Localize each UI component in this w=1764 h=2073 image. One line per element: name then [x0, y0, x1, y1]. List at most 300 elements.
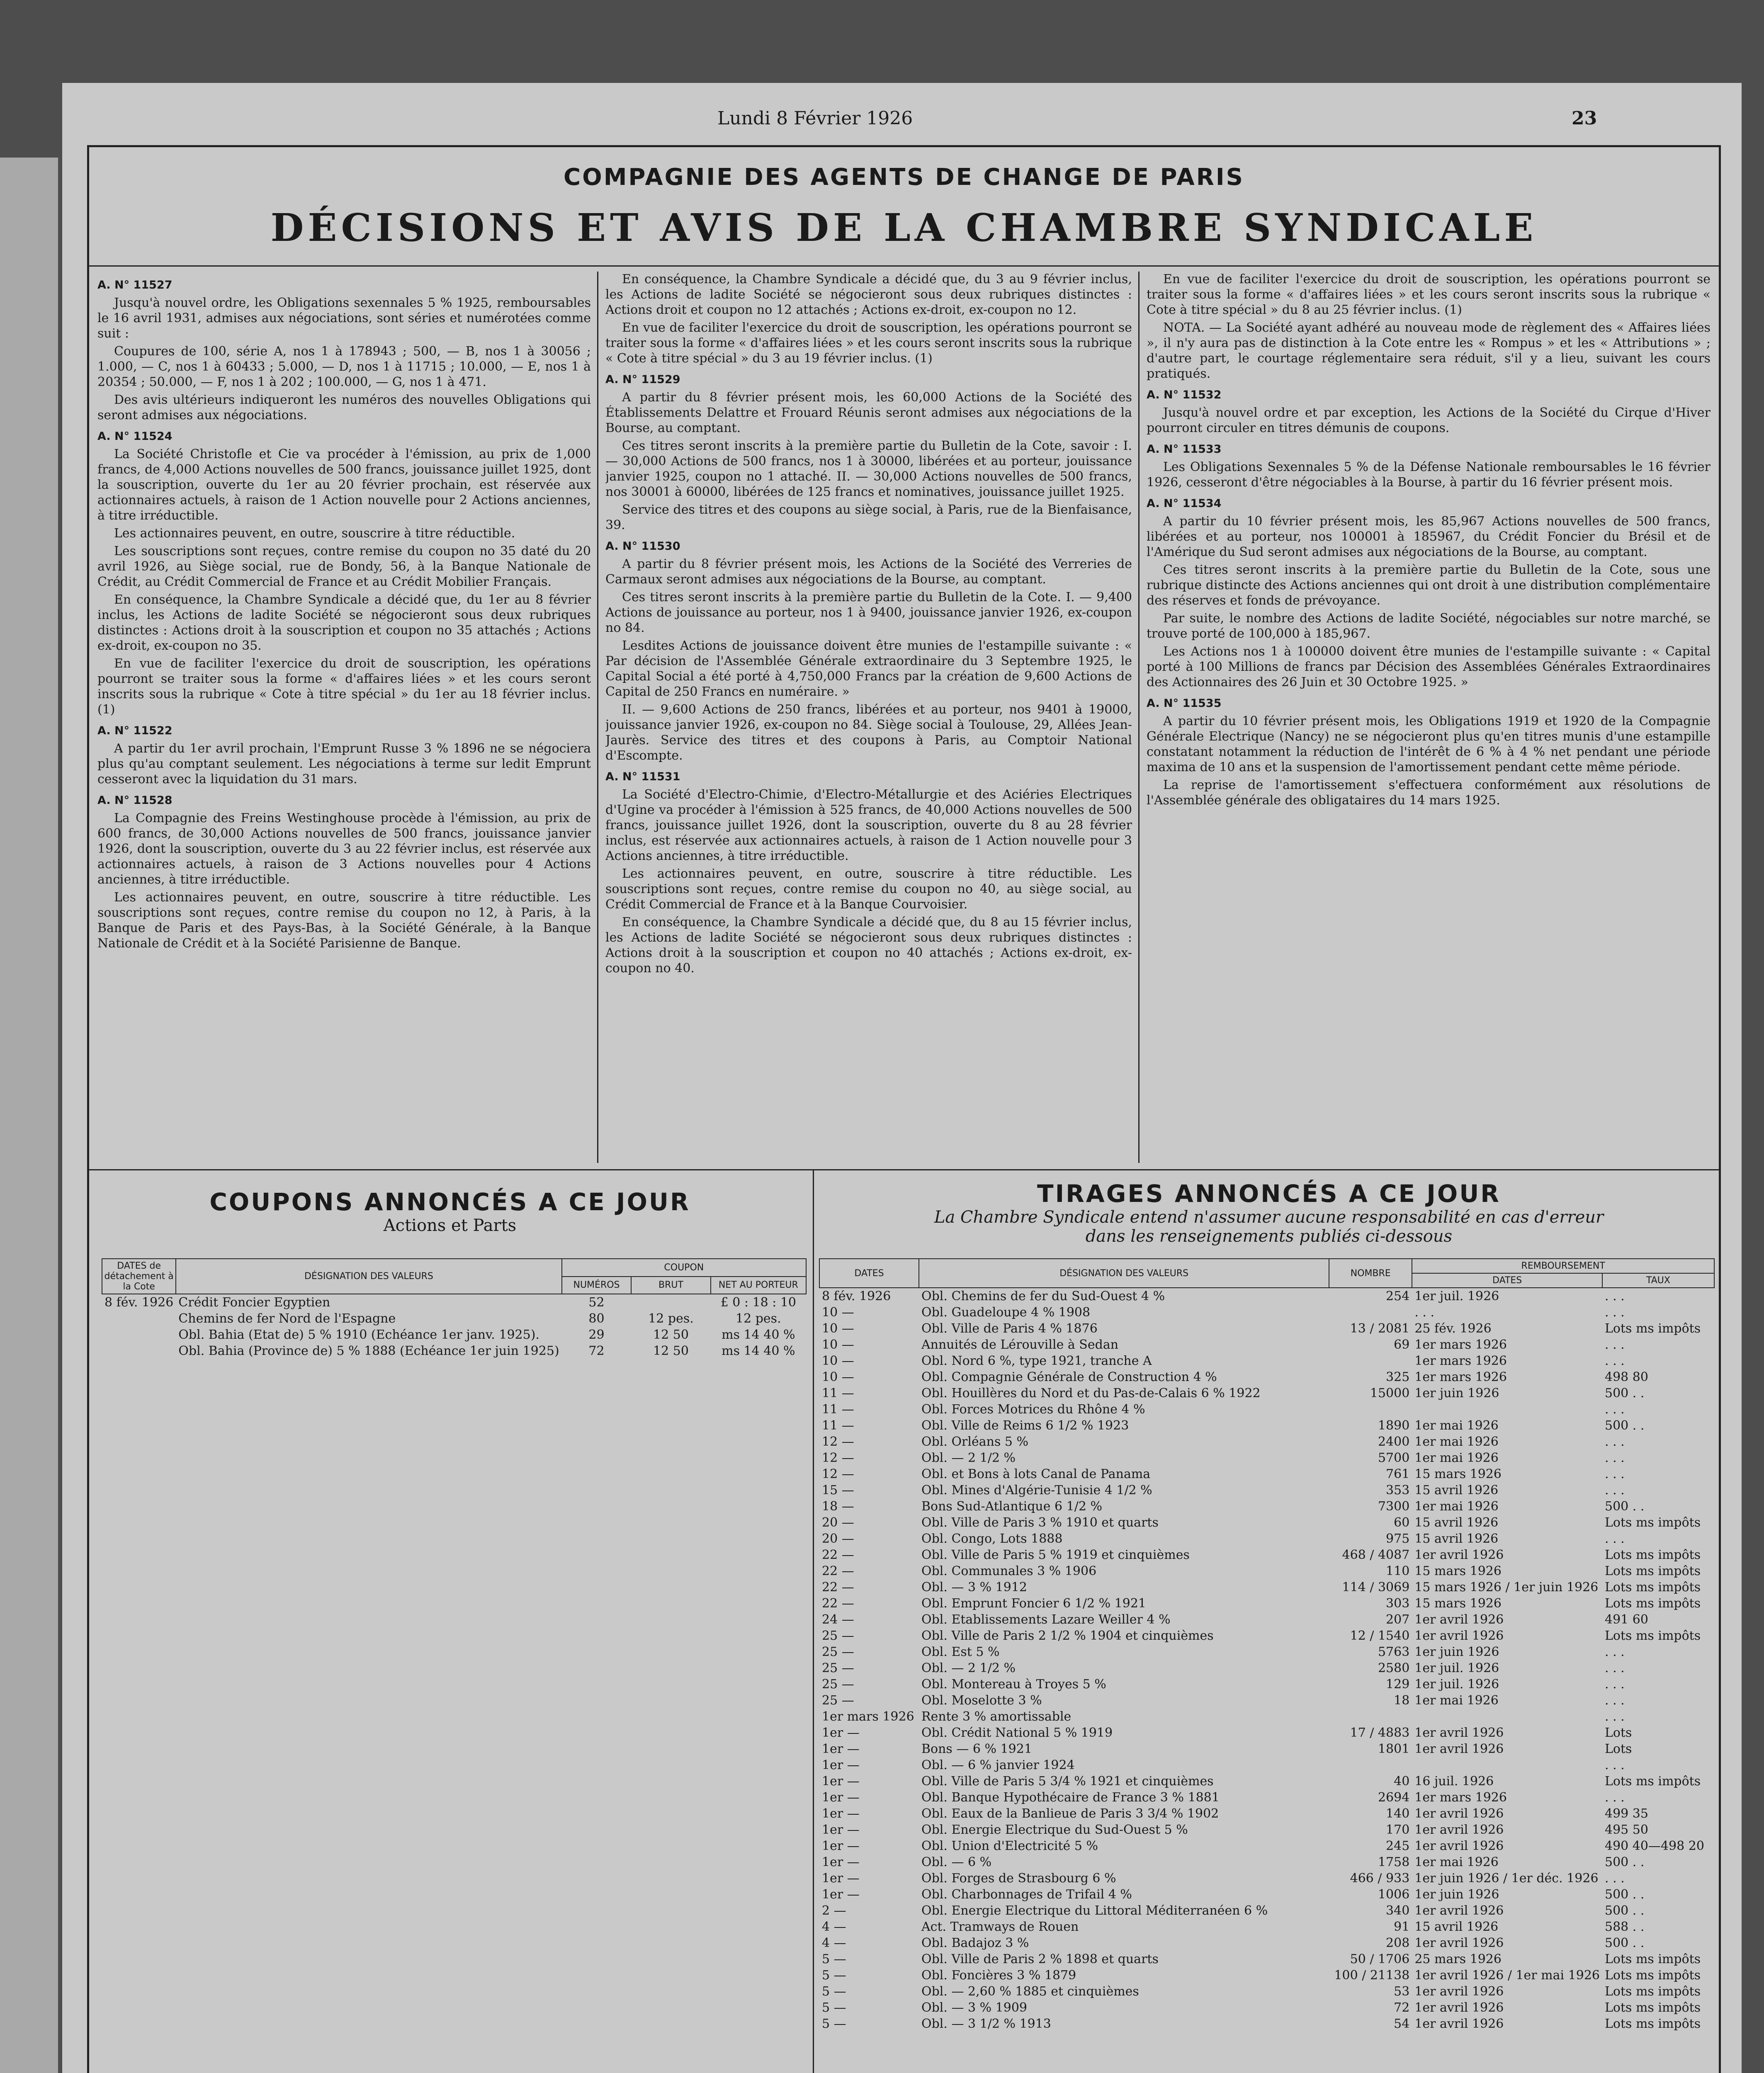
table-cell: Obl. Ville de Paris 5 3/4 % 1921 et cinquièmes — [921, 1774, 1214, 1789]
table-cell: Bons — 6 % 1921 — [921, 1742, 1032, 1756]
table-cell: 40 — [1394, 1774, 1410, 1789]
table-row — [819, 1547, 1714, 1563]
table-cell: 500 . . — [1605, 1499, 1645, 1514]
table-row — [819, 1531, 1714, 1547]
notice-text: Les actionnaires peuvent, en outre, souscrire à titre réductible. — [114, 526, 515, 541]
table-cell: 1er — — [822, 1887, 860, 1902]
table-cell: Obl. Ville de Paris 5 % 1919 et cinquièmes — [921, 1548, 1190, 1562]
table-cell: 50 / 1706 — [1350, 1952, 1410, 1966]
table-cell: 12 — — [822, 1451, 854, 1465]
table-cell: 12 50 — [653, 1344, 689, 1358]
table-row — [819, 2000, 1714, 2016]
notice-number: A. N° 11534 — [1147, 497, 1222, 510]
coupons-heading — [89, 1188, 811, 1235]
company-name: COMPAGNIE DES AGENTS DE CHANGE DE PARIS — [564, 164, 1244, 191]
table-cell: 5 — — [822, 1968, 846, 1983]
tirages-heading — [815, 1180, 1723, 1246]
table-cell: 72 — [1394, 2000, 1410, 2015]
coupons-table — [102, 1258, 807, 1359]
table-cell — [102, 1311, 176, 1327]
table-row — [819, 1967, 1714, 1983]
table-cell: Obl. Houillères du Nord et du Pas-de-Calais 6 % 1922 — [921, 1386, 1261, 1401]
table-row — [819, 1563, 1714, 1579]
table-cell: Obl. — 6 % — [921, 1855, 992, 1869]
table-cell: Obl. — 2,60 % 1885 et cinquièmes — [921, 1984, 1139, 1999]
table-cell: Obl. Union d'Electricité 5 % — [921, 1839, 1098, 1853]
notice-text: Jusqu'à nouvel ordre, les Obligations sexennales 5 % 1925, remboursables le 16 avril 1931, admises aux négociations, sont séries et numérotées comme suit : — [97, 296, 591, 341]
notice-text: Ces titres seront inscrits à la première partie du Bulletin de la Cote, sous une rubrique distincte des Actions anciennes qui ont droit à une distribution complémentaire des réserves et fonds de prévoyance. — [1147, 563, 1711, 608]
table-cell: Obl. — 2 1/2 % — [921, 1661, 1016, 1675]
table-cell — [1412, 1757, 1602, 1773]
table-cell: Obl. Compagnie Générale de Construction 4 % — [921, 1370, 1217, 1384]
table-cell: 5 — — [822, 2000, 846, 2015]
table-cell: 10 — — [822, 1305, 854, 1320]
table-cell: Obl. Badajoz 3 % — [921, 1936, 1029, 1950]
table-cell: 1er juil. 1926 — [1414, 1661, 1499, 1675]
table-cell: 1890 — [1378, 1418, 1410, 1433]
notices-column-1 — [97, 272, 591, 1167]
table-cell: 500 . . — [1605, 1855, 1645, 1869]
table-row — [819, 1337, 1714, 1353]
table-cell: Obl. Congo, Lots 1888 — [921, 1532, 1063, 1546]
table-cell: Crédit Foncier Egyptien — [178, 1295, 330, 1310]
table-cell: Bons Sud-Atlantique 6 1/2 % — [921, 1499, 1102, 1514]
table-cell: Obl. Energie Electrique du Sud-Ouest 5 % — [921, 1823, 1188, 1837]
notice-text: Par suite, le nombre des Actions de ladite Société, négociables sur notre marché, se trouve porté de 100,000 à 185,967. — [1147, 611, 1711, 641]
table-row — [819, 1951, 1714, 1967]
table-cell: Obl. Forces Motrices du Rhône 4 % — [921, 1402, 1145, 1417]
table-cell: 25 — — [822, 1661, 854, 1675]
table-cell: 25 — — [822, 1645, 854, 1659]
tirages-table — [819, 1258, 1715, 2032]
table-row — [819, 1304, 1714, 1321]
table-row — [819, 1434, 1714, 1450]
table-cell: 15 avril 1926 — [1414, 1532, 1499, 1546]
table-cell: 1er avril 1926 — [1414, 2017, 1504, 2031]
table-cell: Lots ms impôts — [1605, 2017, 1701, 2031]
notice-text: NOTA. — La Société ayant adhéré au nouveau mode de règlement des « Affaires liées », il n'y aura pas de distinction à la Cote entre les « Rompus » et les « Attributions » ; d'autre part, le courtage réglementaire sera réduit, s'il y a lieu, suivant les cours pratiqués. — [1147, 320, 1711, 381]
table-row — [819, 1353, 1714, 1369]
notice-text: Lesdites Actions de jouissance doivent être munies de l'estampille suivante : « Par décision de l'Assemblée Générale extraordinaire du 3 Septembre 1925, le Capital Social a été porté à 4,750,000 Francs par la création de 9,600 Actions de Capital de 250 Francs en numéraire. » — [605, 638, 1132, 699]
table-row — [819, 1935, 1714, 1951]
title-rule — [89, 265, 1719, 267]
notice-number: A. N° 11529 — [605, 373, 680, 386]
table-cell: 12 — — [822, 1467, 854, 1481]
table-row — [819, 1579, 1714, 1595]
table-cell: 11 — — [822, 1402, 854, 1417]
notice-text: Jusqu'à nouvel ordre et par exception, les Actions de la Société du Cirque d'Hiver pourront circuler en titres démunis de coupons. — [1147, 405, 1711, 435]
table-row — [819, 1612, 1714, 1628]
notice-text: Des avis ultérieurs indiqueront les numéros des nouvelles Obligations qui seront admises aux négociations. — [97, 393, 591, 422]
table-cell: Obl. Mines d'Algérie-Tunisie 4 1/2 % — [921, 1483, 1152, 1498]
table-cell: Lots ms impôts — [1605, 1564, 1701, 1578]
table-cell: 498 80 — [1605, 1370, 1648, 1384]
table-cell: 18 — [1394, 1693, 1410, 1708]
table-cell: Obl. Energie Electrique du Littoral Méditerranéen 6 % — [921, 1903, 1268, 1918]
table-cell: 24 — — [822, 1612, 854, 1627]
table-cell: 340 — [1386, 1903, 1410, 1918]
notice-text: Ces titres seront inscrits à la première partie du Bulletin de la Cote. I. — 9,400 Actions de jouissance au porteur, nos 1 à 9400, jouissance janvier 1926, ex-coupon no 84. — [605, 590, 1132, 635]
table-cell: Obl. Est 5 % — [921, 1645, 1000, 1659]
notice-text: En vue de faciliter l'exercice du droit de souscription, les opérations pourront se traiter sous la forme « d'affaires liées » et les cours seront inscrits sous la rubrique « Cote à titre spécial » du 3 au 19 février inclus. (1) — [605, 320, 1132, 366]
coupons-title: COUPONS ANNONCÉS A CE JOUR — [209, 1188, 690, 1216]
notice-text: A partir du 10 février présent mois, les Obligations 1919 et 1920 de la Compagnie Générale Electrique (Nancy) ne se négocieront plus qu'en titres munis d'une estampille constatant notamment la réduction de l'intérêt de 6 % à 4 % net pendant une période maxima de 10 ans et la suspension de l'amortissement pendant cette même période. — [1147, 714, 1711, 774]
tirages-title: TIRAGES ANNONCÉS A CE JOUR — [1037, 1180, 1501, 1208]
table-row — [819, 1515, 1714, 1531]
table-cell: 5 — — [822, 1984, 846, 1999]
col-brut: BRUT — [631, 1277, 710, 1294]
table-cell: . . . — [1414, 1305, 1434, 1320]
table-cell: 15 avril 1926 — [1414, 1920, 1499, 1934]
table-cell: 761 — [1386, 1467, 1410, 1481]
table-cell: 29 — [588, 1328, 605, 1342]
table-cell: 1er — — [822, 1742, 860, 1756]
table-row — [819, 1660, 1714, 1676]
table-cell: 1er — — [822, 1726, 860, 1740]
table-cell: Obl. Guadeloupe 4 % 1908 — [921, 1305, 1091, 1320]
table-cell — [631, 1294, 710, 1311]
table-cell: Obl. Ville de Paris 3 % 1910 et quarts — [921, 1515, 1159, 1530]
table-cell: . . . — [1605, 1435, 1625, 1449]
table-row — [102, 1343, 806, 1359]
notices-column-3 — [1147, 272, 1711, 1167]
table-cell: 325 — [1386, 1370, 1410, 1384]
column-divider — [597, 272, 598, 1163]
notice-number: A. N° 11522 — [97, 724, 173, 737]
adjacent-page-edge — [0, 158, 58, 2073]
table-cell: 12 pes. — [648, 1311, 694, 1326]
table-cell: 1er — — [822, 1855, 860, 1869]
table-cell: 10 — — [822, 1370, 854, 1384]
table-cell: Obl. Ville de Paris 2 % 1898 et quarts — [921, 1952, 1159, 1966]
table-cell — [1329, 1304, 1412, 1321]
table-cell: 114 / 3069 — [1342, 1580, 1410, 1595]
table-cell: 1er mai 1926 — [1414, 1855, 1499, 1869]
table-cell: Obl. Orléans 5 % — [921, 1435, 1029, 1449]
table-cell: 22 — — [822, 1548, 854, 1562]
table-cell: 12 pes. — [736, 1311, 781, 1326]
table-cell: Lots ms impôts — [1605, 1596, 1701, 1611]
col-remboursement: REMBOURSEMENT — [1412, 1259, 1714, 1273]
table-cell: Obl. Ville de Paris 4 % 1876 — [921, 1321, 1098, 1336]
table-cell: 16 juil. 1926 — [1414, 1774, 1494, 1789]
table-cell: 1er mars 1926 — [1414, 1790, 1507, 1805]
table-cell: 588 . . — [1605, 1920, 1645, 1934]
table-cell: . . . — [1605, 1483, 1625, 1498]
table-cell — [1329, 1353, 1412, 1369]
table-row — [102, 1294, 806, 1311]
table-cell: 1er — — [822, 1823, 860, 1837]
col-tirage-dates: DATES — [819, 1259, 919, 1288]
table-row — [819, 1822, 1714, 1838]
table-cell: 4 — — [822, 1936, 846, 1950]
table-cell: 1er — — [822, 1806, 860, 1821]
table-cell: 1er — — [822, 1774, 860, 1789]
table-cell: 245 — [1386, 1839, 1410, 1853]
table-cell: 22 — — [822, 1580, 854, 1595]
table-row — [819, 1919, 1714, 1935]
notice-text: A partir du 8 février présent mois, les Actions de la Société des Verreries de Carmaux seront admises aux négociations de la Bourse, au comptant. — [605, 557, 1132, 587]
table-cell: 495 50 — [1605, 1823, 1648, 1837]
notice-number: A. N° 11531 — [605, 770, 680, 783]
table-cell: Obl. Moselotte 3 % — [921, 1693, 1042, 1708]
table-row — [819, 1692, 1714, 1709]
table-cell: 500 . . — [1605, 1418, 1645, 1433]
table-cell: 2580 — [1378, 1661, 1410, 1675]
table-cell: Lots — [1605, 1742, 1632, 1756]
table-cell: . . . — [1605, 1693, 1625, 1708]
notice-text: En conséquence, la Chambre Syndicale a décidé que, du 3 au 9 février inclus, les Actions de ladite Société se négocieront sous deux rubriques distinctes : Actions droit et coupon no 12 attachés ; Actions ex-droit, ex-coupon no 12. — [605, 272, 1132, 317]
table-cell: Lots ms impôts — [1605, 1952, 1701, 1966]
table-row — [819, 1288, 1714, 1304]
table-cell: Obl. Foncières 3 % 1879 — [921, 1968, 1076, 1983]
table-cell: 2 — — [822, 1903, 846, 1918]
table-cell: 60 — [1394, 1515, 1410, 1530]
table-cell: Lots ms impôts — [1605, 1968, 1701, 1983]
table-cell: Annuités de Lérouville à Sedan — [921, 1337, 1119, 1352]
table-cell: . . . — [1605, 1402, 1625, 1417]
table-row — [102, 1311, 806, 1327]
notice-text: A partir du 8 février présent mois, les 60,000 Actions de la Société des Établissements Delattre et Frouard Réunis seront admises aux négociations de la Bourse, au comptant. — [605, 390, 1132, 435]
table-cell: Obl. Charbonnages de Trifail 4 % — [921, 1887, 1132, 1902]
table-cell: 1er juil. 1926 — [1414, 1677, 1499, 1692]
table-row — [819, 1757, 1714, 1773]
table-cell: 10 — — [822, 1354, 854, 1368]
table-cell: Obl. — 6 % janvier 1924 — [921, 1758, 1075, 1772]
table-cell: . . . — [1605, 1354, 1625, 1368]
table-cell: 1er — — [822, 1758, 860, 1772]
table-row — [819, 1709, 1714, 1725]
table-cell: Obl. Emprunt Foncier 6 1/2 % 1921 — [921, 1596, 1147, 1611]
table-cell: . . . — [1605, 1790, 1625, 1805]
table-cell: 975 — [1386, 1532, 1410, 1546]
table-cell: 11 — — [822, 1386, 854, 1401]
table-cell: 499 35 — [1605, 1806, 1648, 1821]
table-cell: 1er juin 1926 / 1er déc. 1926 — [1414, 1871, 1599, 1886]
table-row — [819, 1482, 1714, 1498]
table-row — [819, 1321, 1714, 1337]
table-cell: 1er mai 1926 — [1414, 1418, 1499, 1433]
table-cell: 1er avril 1926 — [1414, 2000, 1504, 2015]
column-divider — [1138, 272, 1140, 1163]
table-cell: ms 14 40 % — [722, 1344, 795, 1358]
table-row — [819, 1450, 1714, 1466]
table-row — [819, 1628, 1714, 1644]
notice-text: En vue de faciliter l'exercice du droit de souscription, les opérations pourront se traiter sous la forme « d'affaires liées » et les cours seront inscrits sous la rubrique « Cote à titre spécial » du 8 au 25 février inclus. (1) — [1147, 272, 1711, 317]
table-cell: Lots — [1605, 1726, 1632, 1740]
col-numeros: NUMÉROS — [562, 1277, 632, 1294]
table-row — [819, 1385, 1714, 1401]
table-row — [819, 1369, 1714, 1385]
table-cell — [102, 1327, 176, 1343]
table-cell: 91 — [1394, 1920, 1410, 1934]
table-cell — [1412, 1709, 1602, 1725]
table-cell: 11 — — [822, 1418, 854, 1433]
table-cell: 20 — — [822, 1532, 854, 1546]
section-rule — [89, 1169, 1719, 1170]
table-cell: Chemins de fer Nord de l'Espagne — [178, 1311, 396, 1326]
col-remb-dates: DATES — [1412, 1273, 1602, 1288]
table-cell: . . . — [1605, 1289, 1625, 1304]
table-cell: 54 — [1394, 2017, 1410, 2031]
table-cell — [1329, 1709, 1412, 1725]
notice-number: A. N° 11527 — [97, 279, 173, 291]
table-row — [819, 1644, 1714, 1660]
table-cell: 1er — — [822, 1790, 860, 1805]
table-cell: 254 — [1386, 1289, 1410, 1304]
table-cell: 207 — [1386, 1612, 1410, 1627]
col-taux: TAUX — [1602, 1273, 1714, 1288]
table-cell: 1er mars 1926 — [1414, 1337, 1507, 1352]
table-cell: . . . — [1605, 1305, 1625, 1320]
notice-text: Les Actions nos 1 à 100000 doivent être munies de l'estampille suivante : « Capital porté à 100 Millions de francs par Décision des Assemblées Générales Extraordinaires des Actionnaires des 26 Juin et 30 Octobre 1925. » — [1147, 644, 1711, 689]
table-row — [819, 1741, 1714, 1757]
table-cell: 22 — — [822, 1596, 854, 1611]
table-cell: Lots ms impôts — [1605, 1548, 1701, 1562]
table-cell: Obl. — 3 1/2 % 1913 — [921, 2017, 1051, 2031]
table-cell: 8 fév. 1926 — [104, 1295, 174, 1310]
table-cell: Lots ms impôts — [1605, 1515, 1701, 1530]
table-cell: Obl. Communales 3 % 1906 — [921, 1564, 1097, 1578]
table-cell: Obl. Ville de Reims 6 1/2 % 1923 — [921, 1418, 1129, 1433]
table-cell: 129 — [1386, 1677, 1410, 1692]
table-cell: 1er juil. 1926 — [1414, 1289, 1499, 1304]
notice-number: A. N° 11528 — [97, 794, 173, 807]
table-cell: Obl. Crédit National 5 % 1919 — [921, 1726, 1113, 1740]
table-cell: 1er avril 1926 — [1414, 1742, 1504, 1756]
table-cell: 1801 — [1378, 1742, 1410, 1756]
table-cell: 1er avril 1926 — [1414, 1984, 1504, 1999]
table-cell — [1412, 1401, 1602, 1418]
table-cell: Obl. — 3 % 1912 — [921, 1580, 1028, 1595]
table-cell: 1er avril 1926 — [1414, 1548, 1504, 1562]
table-row — [819, 1838, 1714, 1854]
table-cell: 2694 — [1378, 1790, 1410, 1805]
table-cell: 2400 — [1378, 1435, 1410, 1449]
table-row — [819, 1789, 1714, 1806]
section-title: DÉCISIONS ET AVIS DE LA CHAMBRE SYNDICALE — [270, 205, 1538, 250]
table-cell: 1er avril 1926 — [1414, 1936, 1504, 1950]
table-cell: 1er mars 1926 — [822, 1709, 914, 1724]
page-number: 23 — [1572, 108, 1597, 129]
col-dates: DATES de détachement à la Cote — [102, 1259, 176, 1294]
table-cell: 53 — [1394, 1984, 1410, 1999]
notice-text: Les Obligations Sexennales 5 % de la Défense Nationale remboursables le 16 février 1926, cesseront d'être négociables à la Bourse, à partir du 16 février présent mois. — [1147, 460, 1711, 490]
table-cell: Obl. Etablissements Lazare Weiller 4 % — [921, 1612, 1171, 1627]
notice-text: Les souscriptions sont reçues, contre remise du coupon no 35 daté du 20 avril 1926, au Siège social, rue de Bondy, 56, à la Banque Nationale de Crédit, au Crédit Commercial de France et au Crédit Mobilier Français. — [97, 544, 591, 589]
table-row — [819, 1418, 1714, 1434]
table-cell: Obl. Montereau à Troyes 5 % — [921, 1677, 1106, 1692]
table-cell: 1er — — [822, 1871, 860, 1886]
table-cell: . . . — [1605, 1532, 1625, 1546]
table-cell: 1er avril 1926 — [1414, 1839, 1504, 1853]
notice-text: La Société Christofle et Cie va procéder à l'émission, au prix de 1,000 francs, de 4,000 Actions nouvelles de 500 francs, jouissance juillet 1925, dont la souscription, ouverte du 1er au 20 février prochain, est réservée aux actionnaires actuels, à raison de 1 Action nouvelle pour 2 Actions anciennes, à titre irréductible. — [97, 447, 591, 523]
table-cell: Rente 3 % amortissable — [921, 1709, 1072, 1724]
notice-text: La Compagnie des Freins Westinghouse procède à l'émission, au prix de 600 francs, de 30,000 Actions nouvelles de 500 francs, jouissance janvier 1926, dont la souscription, ouverte du 3 au 22 février inclus, est réservée aux actionnaires actuels, à raison de 3 Actions nouvelles pour 4 Actions anciennes, à titre irréductible. — [97, 811, 591, 887]
notice-text: Ces titres seront inscrits à la première partie du Bulletin de la Cote, savoir : I. — 30,000 Actions de 500 francs, nos 1 à 30000, libérées et au porteur, jouissance janvier 1925, coupon no 1 attaché. II. — 30,000 Actions nouvelles de 500 francs, nos 30001 à 60000, libérées de 125 francs et nominatives, jouissance juillet 1925. — [605, 439, 1132, 499]
table-cell: Lots ms impôts — [1605, 1984, 1701, 1999]
table-cell: . . . — [1605, 1645, 1625, 1659]
table-row — [819, 1983, 1714, 2000]
notice-text: A partir du 1er avril prochain, l'Emprunt Russe 3 % 1896 ne se négociera plus qu'au comptant seulement. Les négociations à terme sur ledit Emprunt cesseront avec la liquidation du 31 mars. — [97, 741, 591, 786]
table-cell: Lots ms impôts — [1605, 1774, 1701, 1789]
table-cell: Obl. Ville de Paris 2 1/2 % 1904 et cinquièmes — [921, 1629, 1214, 1643]
table-cell: Obl. Bahia (Province de) 5 % 1888 (Echéance 1er juin 1925) — [178, 1344, 559, 1358]
table-cell: 15 — — [822, 1483, 854, 1498]
table-cell: 15000 — [1370, 1386, 1410, 1401]
table-cell: 15 mars 1926 / 1er juin 1926 — [1414, 1580, 1599, 1595]
table-row — [819, 2016, 1714, 2032]
table-cell: 1er mai 1926 — [1414, 1435, 1499, 1449]
table-cell: 22 — — [822, 1564, 854, 1578]
table-cell: 170 — [1386, 1823, 1410, 1837]
table-cell: 1er avril 1926 — [1414, 1903, 1504, 1918]
table-row — [819, 1773, 1714, 1789]
table-cell: 1er avril 1926 — [1414, 1726, 1504, 1740]
table-cell: 25 mars 1926 — [1414, 1952, 1502, 1966]
table-cell: 25 — — [822, 1677, 854, 1692]
table-cell: 303 — [1386, 1596, 1410, 1611]
table-cell: Obl. et Bons à lots Canal de Panama — [921, 1467, 1151, 1481]
table-cell: 15 mars 1926 — [1414, 1467, 1502, 1481]
table-row — [819, 1595, 1714, 1612]
table-cell: 25 — — [822, 1629, 854, 1643]
table-cell: Lots ms impôts — [1605, 1629, 1701, 1643]
table-cell: . . . — [1605, 1677, 1625, 1692]
table-cell: 15 avril 1926 — [1414, 1515, 1499, 1530]
notice-text: II. — 9,600 Actions de 250 francs, libérées et au porteur, nos 9401 à 19000, jouissance janvier 1926, ex-coupon no 84. Siège social à Toulouse, 29, Allées Jean-Jaurès. Service des titres et des coupons à Paris, au Comptoir National d'Escompte. — [605, 702, 1132, 763]
table-cell: Act. Tramways de Rouen — [921, 1920, 1079, 1934]
notice-text: En conséquence, la Chambre Syndicale a décidé que, du 8 au 15 février inclus, les Actions de ladite Société se négocieront sous deux rubriques distinctes : Actions droit à la souscription et coupon no 40 attachés ; Actions ex-droit, ex-coupon no 40. — [605, 915, 1132, 976]
table-cell: Obl. — 3 % 1909 — [921, 2000, 1028, 2015]
content-frame — [87, 145, 1721, 2073]
table-cell: £ 0 : 18 : 10 — [720, 1295, 797, 1310]
notices-column-2 — [605, 272, 1132, 1167]
col-tirage-designation: DÉSIGNATION DES VALEURS — [919, 1259, 1329, 1288]
col-coupon: COUPON — [562, 1259, 806, 1277]
table-row — [819, 1498, 1714, 1515]
table-cell: 1er mai 1926 — [1414, 1693, 1499, 1708]
col-nombre: NOMBRE — [1329, 1259, 1412, 1288]
table-cell: 208 — [1386, 1936, 1410, 1950]
table-cell: 12 — — [822, 1435, 854, 1449]
col-designation: DÉSIGNATION DES VALEURS — [176, 1259, 561, 1294]
table-cell: 5 — — [822, 1952, 846, 1966]
table-cell: 1er mars 1926 — [1414, 1370, 1507, 1384]
notice-text: En conséquence, la Chambre Syndicale a décidé que, du 1er au 8 février inclus, les Actions de ladite Société se négocieront sous deux rubriques distinctes : Actions droit à la souscription et coupon no 35 attachés ; Actions ex-droit, ex-coupon no 35. — [97, 592, 591, 653]
table-cell: 468 / 4087 — [1342, 1548, 1410, 1562]
table-cell: Lots ms impôts — [1605, 2000, 1701, 2015]
table-cell: 500 . . — [1605, 1887, 1645, 1902]
table-cell: Obl. Eaux de la Banlieue de Paris 3 3/4 % 1902 — [921, 1806, 1219, 1821]
table-cell: 500 . . — [1605, 1903, 1645, 1918]
table-cell: 12 50 — [653, 1328, 689, 1342]
table-cell: 1er juin 1926 — [1414, 1645, 1499, 1659]
table-cell: 10 — — [822, 1337, 854, 1352]
table-cell: 1er juin 1926 — [1414, 1386, 1499, 1401]
notice-text: A partir du 10 février présent mois, les 85,967 Actions nouvelles de 500 francs, libérées et au porteur, nos 100001 à 185967, du Crédit Foncier du Brésil et de l'Amérique du Sud seront admises aux négociations de la Bourse, au comptant. — [1147, 514, 1711, 559]
table-cell: Obl. Banque Hypothécaire de France 3 % 1881 — [921, 1790, 1220, 1805]
table-cell: . . . — [1605, 1709, 1625, 1724]
table-cell: 15 mars 1926 — [1414, 1564, 1502, 1578]
section-divider — [813, 1170, 814, 2073]
table-cell: 8 fév. 1926 — [822, 1289, 891, 1304]
table-cell — [102, 1343, 176, 1359]
table-cell: 100 / 21138 — [1334, 1968, 1410, 1983]
table-cell: 1er mars 1926 — [1414, 1354, 1507, 1368]
notice-text: La Société d'Electro-Chimie, d'Electro-Métallurgie et des Aciéries Electriques d'Ugine va procéder à l'émission à 525 francs, de 40,000 Actions nouvelles de 500 francs, jouissance juillet 1926, dont la souscription, ouverte du 8 au 28 février inclus, est réservée aux actionnaires actuels, à raison de 1 Action nouvelle pour 3 Actions anciennes, à titre irréductible. — [605, 787, 1132, 863]
table-cell: 12 / 1540 — [1350, 1629, 1410, 1643]
